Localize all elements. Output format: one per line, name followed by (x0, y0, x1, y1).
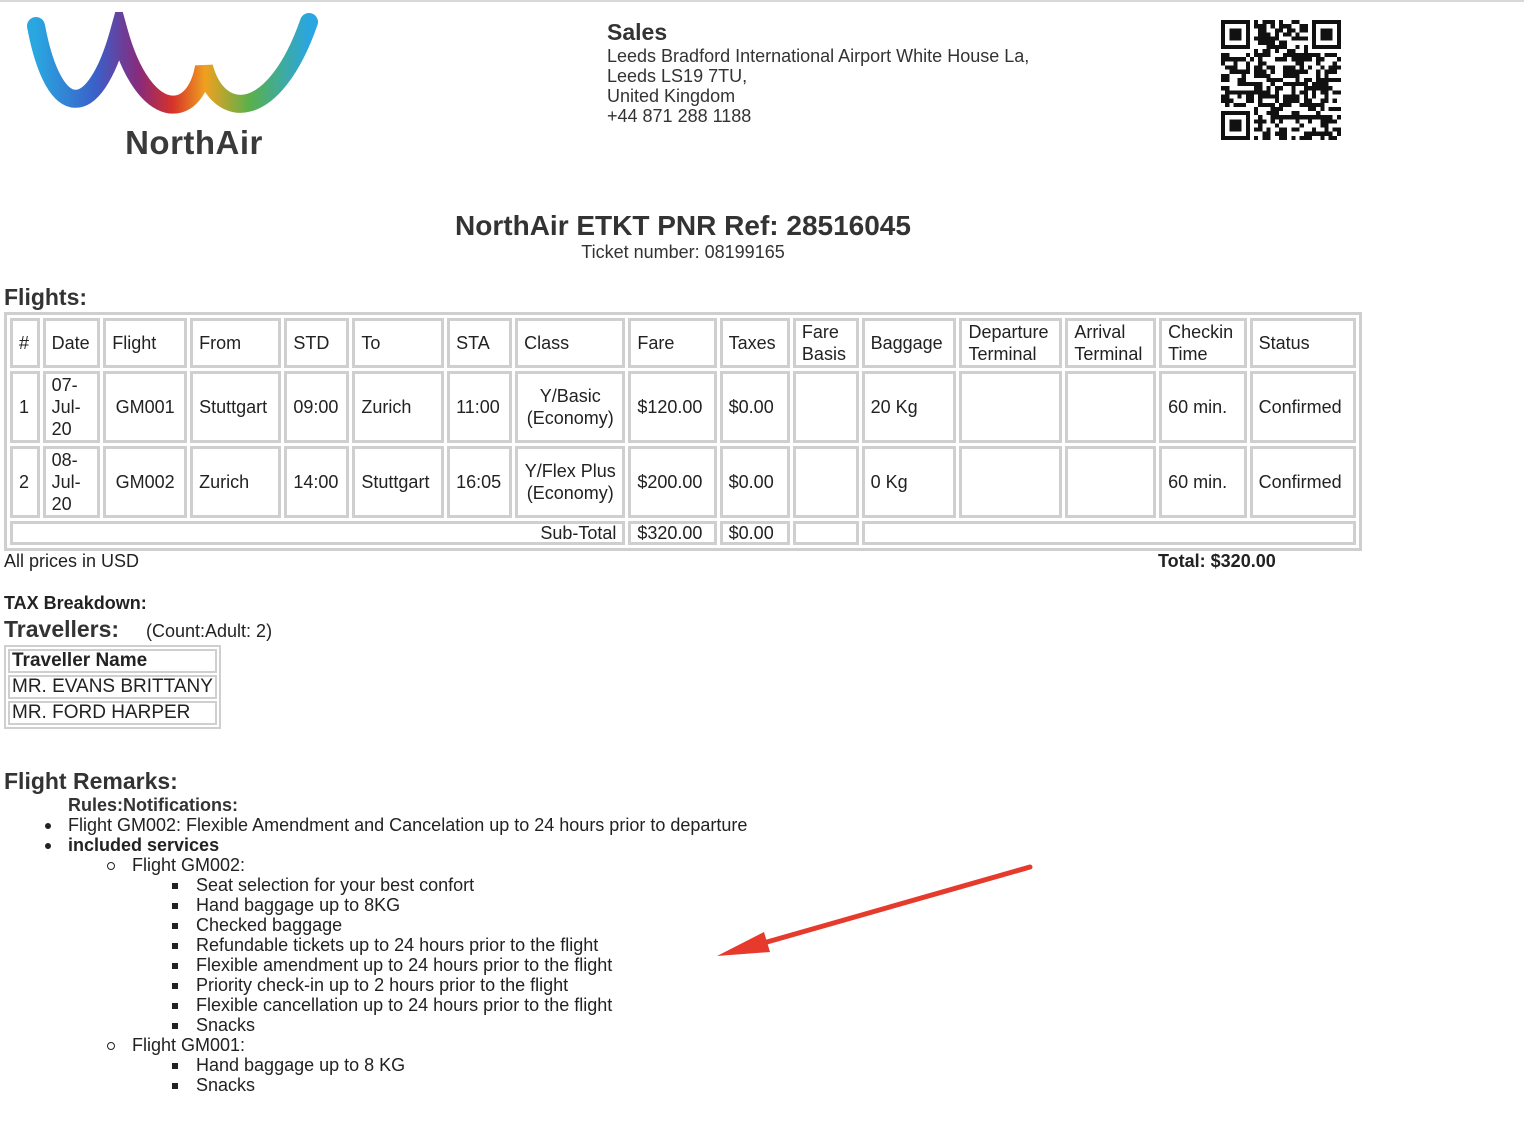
cell-fare-basis (793, 371, 859, 443)
column-header: # (10, 318, 40, 368)
ticket-number: Ticket number: 08199165 (581, 242, 785, 262)
bullet-square (172, 1063, 178, 1069)
travellers-table (4, 645, 221, 729)
column-header: Taxes (720, 318, 790, 368)
flight-remarks-heading: Flight Remarks: (4, 768, 178, 794)
top-border (0, 0, 1524, 2)
subtotal-row (10, 521, 1356, 545)
service-item: Hand baggage up to 8 KG (196, 1055, 406, 1075)
table-header-row (10, 318, 1356, 368)
column-header: Flight (103, 318, 187, 368)
service-item: Snacks (196, 1075, 256, 1095)
phone-line: +44 871 288 1188 (607, 106, 752, 126)
bullet-circle (107, 1042, 115, 1050)
cell-from: Zurich (190, 446, 281, 518)
bullet-square (172, 963, 178, 969)
traveller-count: (Count:Adult: 2) (146, 621, 273, 641)
cell-fare: $200.00 (628, 446, 716, 518)
sales-address-block (607, 18, 1029, 126)
cell-arrival-terminal (1065, 446, 1156, 518)
column-header: Fare Basis (793, 318, 859, 368)
bullet-square (172, 1083, 178, 1089)
column-header: Baggage (862, 318, 957, 368)
flights-heading: Flights: (4, 284, 88, 310)
cell-date: 07-Jul-20 (43, 371, 101, 443)
cell-to: Stuttgart (352, 446, 444, 518)
cell-from: Stuttgart (190, 371, 281, 443)
remark-item: Flight GM002: Flexible Amendment and Cancelation up to 24 hours prior to departure (68, 815, 748, 835)
bullet-square (172, 1023, 178, 1029)
subtotal-label: Sub-Total (10, 521, 625, 545)
bullet-disc (45, 823, 51, 829)
document-title: NorthAir ETKT PNR Ref: 28516045 (455, 210, 911, 241)
service-item: Hand baggage up to 8KG (196, 895, 401, 915)
service-item: Refundable tickets up to 24 hours prior to the flight (196, 935, 599, 955)
cell-sta: 16:05 (447, 446, 512, 518)
address-line: United Kingdom (607, 86, 736, 106)
cell-status: Confirmed (1250, 371, 1356, 443)
cell-flight: GM002 (103, 446, 187, 518)
cell-std: 09:00 (284, 371, 349, 443)
column-header: From (190, 318, 281, 368)
service-item: Seat selection for your best confort (196, 875, 475, 895)
column-header: Status (1250, 318, 1356, 368)
bullet-circle (107, 862, 115, 870)
cell-to: Zurich (352, 371, 444, 443)
travellers-heading: Travellers: (4, 616, 120, 642)
column-header: Checkin Time (1159, 318, 1246, 368)
sales-title: Sales (607, 19, 668, 45)
cell-date: 08-Jul-20 (43, 446, 101, 518)
cell-flight: GM001 (103, 371, 187, 443)
cell-fare: $120.00 (628, 371, 716, 443)
cell-departure-terminal (959, 446, 1062, 518)
cell-class: Y/Basic (Economy) (515, 371, 625, 443)
flights-table (4, 312, 1362, 551)
cell-num: 2 (10, 446, 40, 518)
service-flight-label: Flight GM002: (132, 855, 246, 875)
northair-logo (24, 12, 324, 162)
cell-baggage: 0 Kg (862, 446, 957, 518)
bullet-square (172, 983, 178, 989)
service-item: Snacks (196, 1015, 256, 1035)
table-row (10, 446, 1356, 518)
cell-arrival-terminal (1065, 371, 1156, 443)
column-header: To (352, 318, 444, 368)
cell-checkin: 60 min. (1159, 371, 1246, 443)
prices-note: All prices in USD (4, 551, 140, 571)
column-header: Date (43, 318, 101, 368)
cell-checkin: 60 min. (1159, 446, 1246, 518)
column-header: STD (284, 318, 349, 368)
column-header: Fare (628, 318, 716, 368)
subtotal-taxes: $0.00 (720, 521, 790, 545)
traveller-name-header: Traveller Name (8, 649, 217, 673)
cell-taxes: $0.00 (720, 446, 790, 518)
subtotal-empty (862, 521, 1356, 545)
column-header: Class (515, 318, 625, 368)
logo-text: NorthAir (125, 124, 263, 161)
cell-std: 14:00 (284, 446, 349, 518)
bullet-square (172, 923, 178, 929)
cell-class: Y/Flex Plus (Economy) (515, 446, 625, 518)
cell-departure-terminal (959, 371, 1062, 443)
qr-code (1221, 20, 1341, 140)
cell-fare-basis (793, 446, 859, 518)
cell-num: 1 (10, 371, 40, 443)
service-item: Priority check-in up to 2 hours prior to the flight (196, 975, 569, 995)
traveller-name: MR. EVANS BRITTANY (8, 675, 217, 699)
tax-breakdown-heading: TAX Breakdown: (4, 593, 147, 613)
total-amount: Total: $320.00 (1158, 551, 1276, 571)
cell-taxes: $0.00 (720, 371, 790, 443)
cell-status: Confirmed (1250, 446, 1356, 518)
rules-notifications-heading: Rules:Notifications: (68, 795, 239, 815)
bullet-square (172, 1003, 178, 1009)
address-line: Leeds Bradford International Airport White House La, (607, 46, 1030, 66)
cell-baggage: 20 Kg (862, 371, 957, 443)
column-header: Arrival Terminal (1065, 318, 1156, 368)
subtotal-empty (793, 521, 859, 545)
bullet-square (172, 943, 178, 949)
service-item: Flexible amendment up to 24 hours prior to the flight (196, 955, 613, 975)
service-flight-label: Flight GM001: (132, 1035, 246, 1055)
logo-wave-graphic (24, 12, 324, 122)
included-services-label: included services (68, 835, 220, 855)
cell-sta: 11:00 (447, 371, 512, 443)
table-row (10, 371, 1356, 443)
bullet-square (172, 883, 178, 889)
service-item: Checked baggage (196, 915, 343, 935)
service-item: Flexible cancellation up to 24 hours prior to the flight (196, 995, 613, 1015)
column-header: STA (447, 318, 512, 368)
bullet-disc (45, 843, 51, 849)
bullet-square (172, 903, 178, 909)
subtotal-fare: $320.00 (628, 521, 716, 545)
column-header: Departure Terminal (959, 318, 1062, 368)
traveller-name: MR. FORD HARPER (8, 701, 217, 725)
address-line: Leeds LS19 7TU, (607, 66, 748, 86)
